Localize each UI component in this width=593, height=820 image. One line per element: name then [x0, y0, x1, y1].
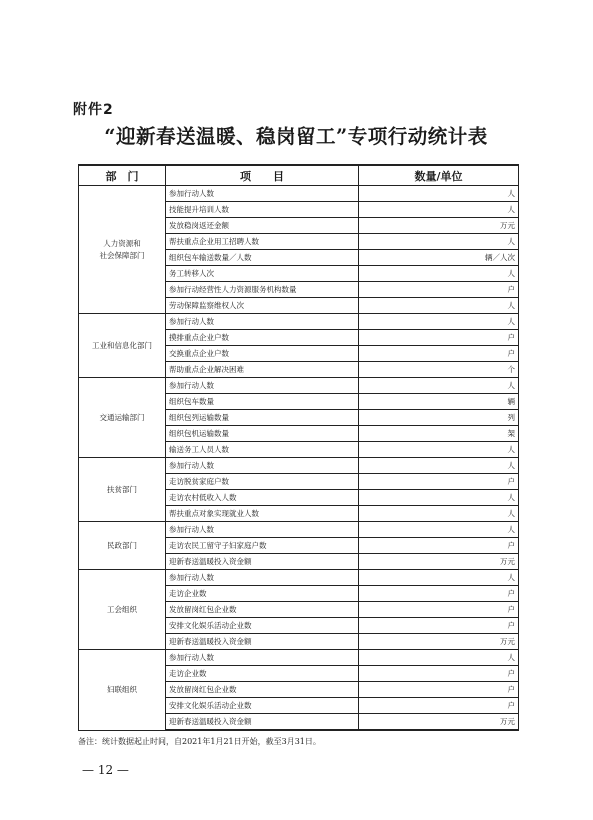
unit-cell: 人	[359, 570, 519, 586]
footnote: 备注：统计数据起止时间，自2021年1月21日开始，截至3月31日。	[78, 737, 321, 746]
unit-cell: 人	[359, 266, 519, 282]
unit-cell: 万元	[359, 634, 519, 650]
department-cell: 工会组织	[79, 570, 166, 650]
page-number: — 12 —	[82, 763, 129, 777]
item-cell: 安排文化娱乐活动企业数	[166, 618, 359, 634]
item-cell: 迎新春送温暖投入资金额	[166, 634, 359, 650]
item-cell: 走访农村低收入人数	[166, 490, 359, 506]
item-cell: 帮扶重点对象实现就业人数	[166, 506, 359, 522]
table-row	[79, 458, 519, 474]
unit-cell: 万元	[359, 554, 519, 570]
unit-cell: 人	[359, 314, 519, 330]
item-cell: 参加行动人数	[166, 314, 359, 330]
unit-cell: 户	[359, 666, 519, 682]
item-cell: 务工转移人次	[166, 266, 359, 282]
table-header-row	[79, 165, 519, 186]
item-cell: 走访农民工留守子妇家庭户数	[166, 538, 359, 554]
unit-cell: 户	[359, 346, 519, 362]
header-unit: 数量/单位	[359, 165, 519, 186]
item-cell: 发放留岗红包企业数	[166, 602, 359, 618]
item-cell: 组织包列运输数量	[166, 410, 359, 426]
department-cell: 民政部门	[79, 522, 166, 570]
unit-cell: 人	[359, 186, 519, 202]
table-row	[79, 570, 519, 586]
unit-cell: 人	[359, 650, 519, 666]
item-cell: 帮助重点企业解决困难	[166, 362, 359, 378]
item-cell: 参加行动人数	[166, 186, 359, 202]
table-row	[79, 186, 519, 202]
item-cell: 走访企业数	[166, 666, 359, 682]
attachment-label: 附件2	[73, 102, 114, 118]
unit-cell: 列	[359, 410, 519, 426]
unit-cell: 人	[359, 490, 519, 506]
department-cell: 扶贫部门	[79, 458, 166, 522]
table-row	[79, 522, 519, 538]
item-cell: 技能提升培训人数	[166, 202, 359, 218]
unit-cell: 辆	[359, 394, 519, 410]
table-row	[79, 314, 519, 330]
unit-cell: 人	[359, 378, 519, 394]
table-body	[79, 186, 519, 731]
item-cell: 走访脱贫家庭户数	[166, 474, 359, 490]
item-cell: 迎新春送温暖投入资金额	[166, 714, 359, 731]
department-cell: 妇联组织	[79, 650, 166, 731]
unit-cell: 万元	[359, 714, 519, 731]
unit-cell: 人	[359, 522, 519, 538]
unit-cell: 人	[359, 298, 519, 314]
header-item: 项 目	[166, 165, 359, 186]
item-cell: 发放稳岗返还金额	[166, 218, 359, 234]
item-cell: 组织包车输送数量／人数	[166, 250, 359, 266]
item-cell: 走访企业数	[166, 586, 359, 602]
department-cell: 人力资源和 社会保障部门	[79, 186, 166, 314]
table-row	[79, 378, 519, 394]
item-cell: 参加行动人数	[166, 570, 359, 586]
item-cell: 参加行动人数	[166, 378, 359, 394]
unit-cell: 人	[359, 506, 519, 522]
unit-cell: 户	[359, 282, 519, 298]
unit-cell: 人	[359, 458, 519, 474]
item-cell: 参加行动人数	[166, 522, 359, 538]
unit-cell: 人	[359, 442, 519, 458]
item-cell: 交换重点企业户数	[166, 346, 359, 362]
item-cell: 输送务工人员人数	[166, 442, 359, 458]
unit-cell: 户	[359, 586, 519, 602]
item-cell: 安排文化娱乐活动企业数	[166, 698, 359, 714]
item-cell: 参加行动人数	[166, 458, 359, 474]
unit-cell: 人	[359, 202, 519, 218]
unit-cell: 个	[359, 362, 519, 378]
item-cell: 发放留岗红包企业数	[166, 682, 359, 698]
item-cell: 摸排重点企业户数	[166, 330, 359, 346]
unit-cell: 辆／人次	[359, 250, 519, 266]
unit-cell: 户	[359, 602, 519, 618]
item-cell: 帮扶重点企业用工招聘人数	[166, 234, 359, 250]
item-cell: 组织包车数量	[166, 394, 359, 410]
unit-cell: 人	[359, 234, 519, 250]
unit-cell: 户	[359, 618, 519, 634]
document-title: “迎新春送温暖、稳岗留工”专项行动统计表	[104, 125, 488, 148]
item-cell: 参加行动经营性人力资源服务机构数量	[166, 282, 359, 298]
department-cell: 工业和信息化部门	[79, 314, 166, 378]
unit-cell: 户	[359, 698, 519, 714]
unit-cell: 户	[359, 330, 519, 346]
table-row	[79, 650, 519, 666]
item-cell: 参加行动人数	[166, 650, 359, 666]
unit-cell: 户	[359, 538, 519, 554]
unit-cell: 万元	[359, 218, 519, 234]
statistics-table	[78, 164, 519, 731]
header-dept: 部 门	[79, 165, 166, 186]
item-cell: 劳动保障监察维权人次	[166, 298, 359, 314]
unit-cell: 户	[359, 474, 519, 490]
item-cell: 组织包机运输数量	[166, 426, 359, 442]
unit-cell: 户	[359, 682, 519, 698]
item-cell: 迎新春送温暖投入资金额	[166, 554, 359, 570]
unit-cell: 架	[359, 426, 519, 442]
department-cell: 交通运输部门	[79, 378, 166, 458]
